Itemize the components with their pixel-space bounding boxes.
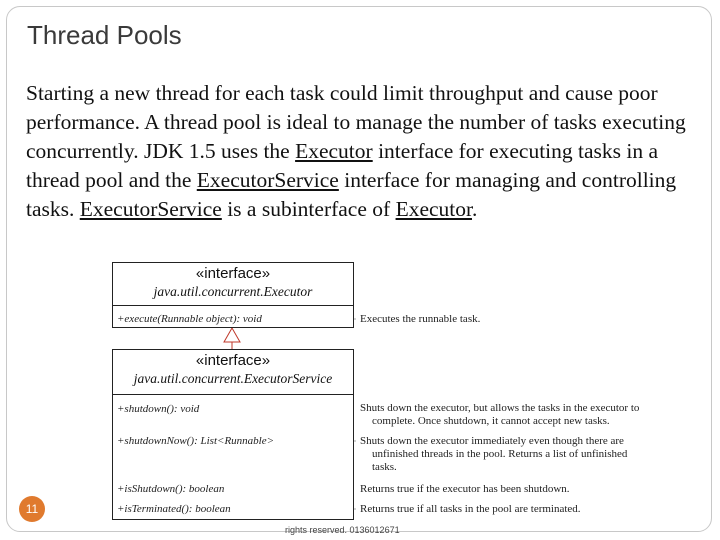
executor-service-stereotype: «interface» [195,352,271,369]
inheritance-arrowhead-icon [224,328,240,342]
body-text-3: interface for managing and controlling tasks. [26,168,677,221]
note-shutdown-line1: Shuts down the executor, but allows the tasks in the executor to [360,402,640,414]
executor-class-name: java.util.concurrent.Executor [153,284,313,299]
body-text-2: interface for executing tasks in a thread pool and the [26,139,659,192]
body-text-5: . [471,197,478,221]
executor-service-link: ExecutorService [196,168,339,192]
body-text-4: is a subinterface of [221,197,396,221]
op-shutdown-now: +shutdownNow(): List<Runnable> [117,435,275,447]
note-shutdown-now [360,435,627,474]
executor-service-header [113,350,353,395]
executor-stereotype: «interface» [195,265,271,282]
op-is-terminated: +isTerminated(): boolean [117,503,231,515]
executor-header [113,263,353,306]
op-is-shutdown: +isShutdown(): boolean [117,483,225,495]
note-shutdownnow-line3: tasks. [372,461,397,473]
executor-interface-box [112,262,354,328]
slide-title: Thread Pools [27,20,182,50]
executor-op-execute: +execute(Runnable object): void [117,313,262,325]
note-shutdown [360,402,639,428]
op-shutdown: +shutdown(): void [117,403,200,415]
note-execute: Executes the runnable task. [360,313,481,325]
note-shutdownnow-line2: unfinished threads in the pool. Returns a list of unfinished [372,448,628,460]
note-shutdown-line2: complete. Once shutdown, it cannot accept new tasks. [372,415,610,427]
executor-link: Executor [295,139,373,163]
body-text-1: Starting a new thread for each task could limit throughput and cause poor performance. A thread pool is ideal to manage the number of tasks executing concurrently. JDK 1.5 uses the [26,81,686,163]
executor-service-interface-box [112,349,354,520]
note-is-shutdown: Returns true if the executor has been shutdown. [360,483,570,495]
footer-copyright: rights reserved. 0136012671 [285,525,400,535]
slide-number-badge: 11 [19,496,45,522]
executor-service-class-name: java.util.concurrent.ExecutorService [133,371,333,386]
executor-link-2: Executor [395,197,472,221]
executor-service-link-2: ExecutorService [79,197,222,221]
note-shutdownnow-line1: Shuts down the executor immediately even though there are [360,435,624,447]
note-is-terminated: Returns true if all tasks in the pool are terminated. [360,503,581,515]
